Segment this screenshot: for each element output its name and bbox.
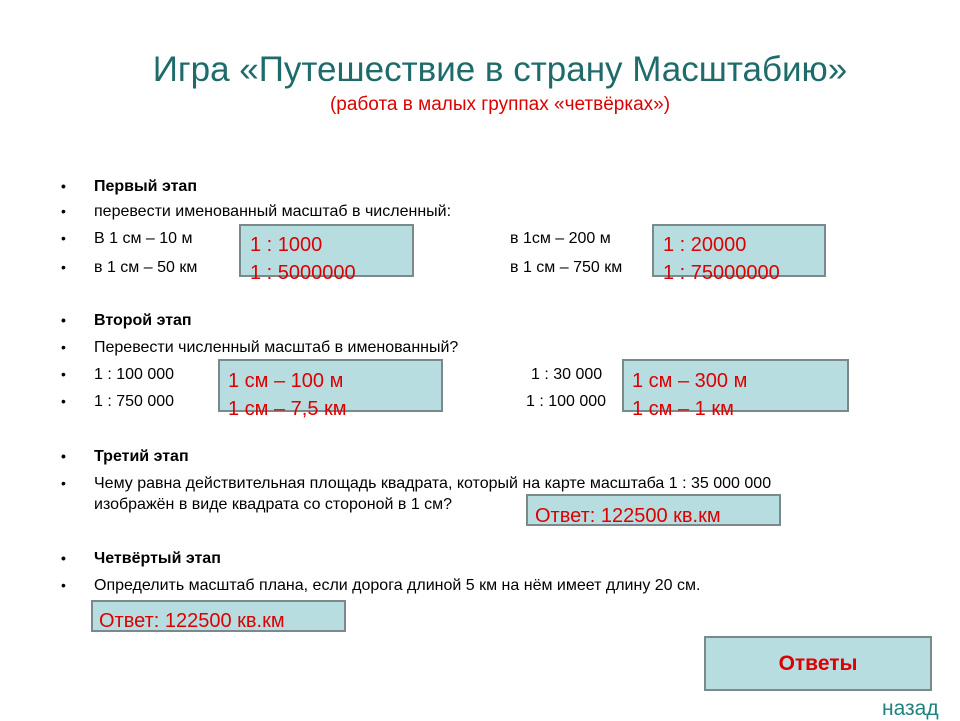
stage1-answer-left-1: 1 : 1000	[250, 234, 323, 256]
answers-button-label: Ответы	[778, 651, 858, 675]
stage1-row1-left: В 1 см – 10 м	[94, 230, 193, 247]
stage2-heading-text: Второй этап	[94, 312, 192, 329]
page-subtitle: (работа в малых группах «четвёрках»)	[329, 94, 671, 115]
stage4-heading-text: Четвёртый этап	[94, 550, 221, 567]
bullet: •	[61, 339, 66, 355]
stage2-row1	[61, 364, 175, 385]
stage3-heading-text: Третий этап	[94, 448, 189, 465]
bullet: •	[61, 475, 66, 491]
stage1-answer-left-2: 1 : 5000000	[250, 262, 356, 284]
stage1-row1	[61, 228, 193, 249]
stage1-task-text: перевести именованный масштаб в численный:	[94, 203, 452, 220]
stage3-task-line1: Чему равна действительная площадь квадрата, который на карте масштаба 1 : 35 000 000	[94, 475, 772, 492]
answers-button[interactable]	[704, 636, 932, 691]
bullet: •	[61, 393, 66, 409]
bullet: •	[61, 203, 66, 219]
stage2-answer-left-1: 1 см – 100 м	[228, 370, 344, 392]
bullet: •	[61, 577, 66, 593]
stage1-heading-text: Первый этап	[94, 178, 197, 195]
stage1-heading	[61, 176, 197, 197]
stage2-row2-left: 1 : 750 000	[94, 393, 175, 410]
stage2-row1-left: 1 : 100 000	[94, 366, 175, 383]
bullet: •	[61, 178, 66, 194]
stage4-task	[61, 575, 701, 596]
stage2-answer-right-1: 1 см – 300 м	[632, 370, 748, 392]
stage3-answer: Ответ: 122500 кв.км	[535, 505, 721, 527]
back-link[interactable]: назад	[882, 697, 939, 720]
stage1-row2-left: в 1 см – 50 км	[94, 259, 198, 276]
stage4-task-text: Определить масштаб плана, если дорога длиной 5 км на нём имеет длину 20 см.	[94, 577, 701, 594]
stage2-answer-left-2: 1 см – 7,5 км	[228, 398, 347, 420]
stage2-task	[61, 337, 459, 358]
bullet: •	[61, 448, 66, 464]
stage3-heading	[61, 446, 189, 467]
stage3-task-line2: изображён в виде квадрата со стороной в 1 см?	[94, 496, 453, 513]
bullet: •	[61, 259, 66, 275]
stage2-row2-right: 1 : 100 000	[526, 393, 607, 410]
stage4-heading	[61, 548, 221, 569]
page-title: Игра «Путешествие в страну Масштабию»	[152, 50, 848, 89]
bullet: •	[61, 550, 66, 566]
bullet: •	[61, 230, 66, 246]
bullet: •	[61, 366, 66, 382]
stage2-answer-right-2: 1 см – 1 км	[632, 398, 734, 420]
stage2-row1-right: 1 : 30 000	[531, 366, 603, 383]
stage1-row1-right: в 1см – 200 м	[510, 230, 611, 247]
stage3-task	[61, 473, 772, 494]
stage1-task	[61, 201, 452, 222]
stage1-row2-right: в 1 см – 750 км	[510, 259, 623, 276]
stage2-row2	[61, 391, 175, 412]
bullet: •	[61, 312, 66, 328]
stage1-row2	[61, 257, 198, 278]
stage4-answer: Ответ: 122500 кв.км	[99, 610, 285, 632]
stage1-answer-right-1: 1 : 20000	[663, 234, 747, 256]
stage1-answer-right-2: 1 : 75000000	[663, 262, 780, 284]
stage2-task-text: Перевести численный масштаб в именованный?	[94, 339, 459, 356]
stage2-heading	[61, 310, 192, 331]
